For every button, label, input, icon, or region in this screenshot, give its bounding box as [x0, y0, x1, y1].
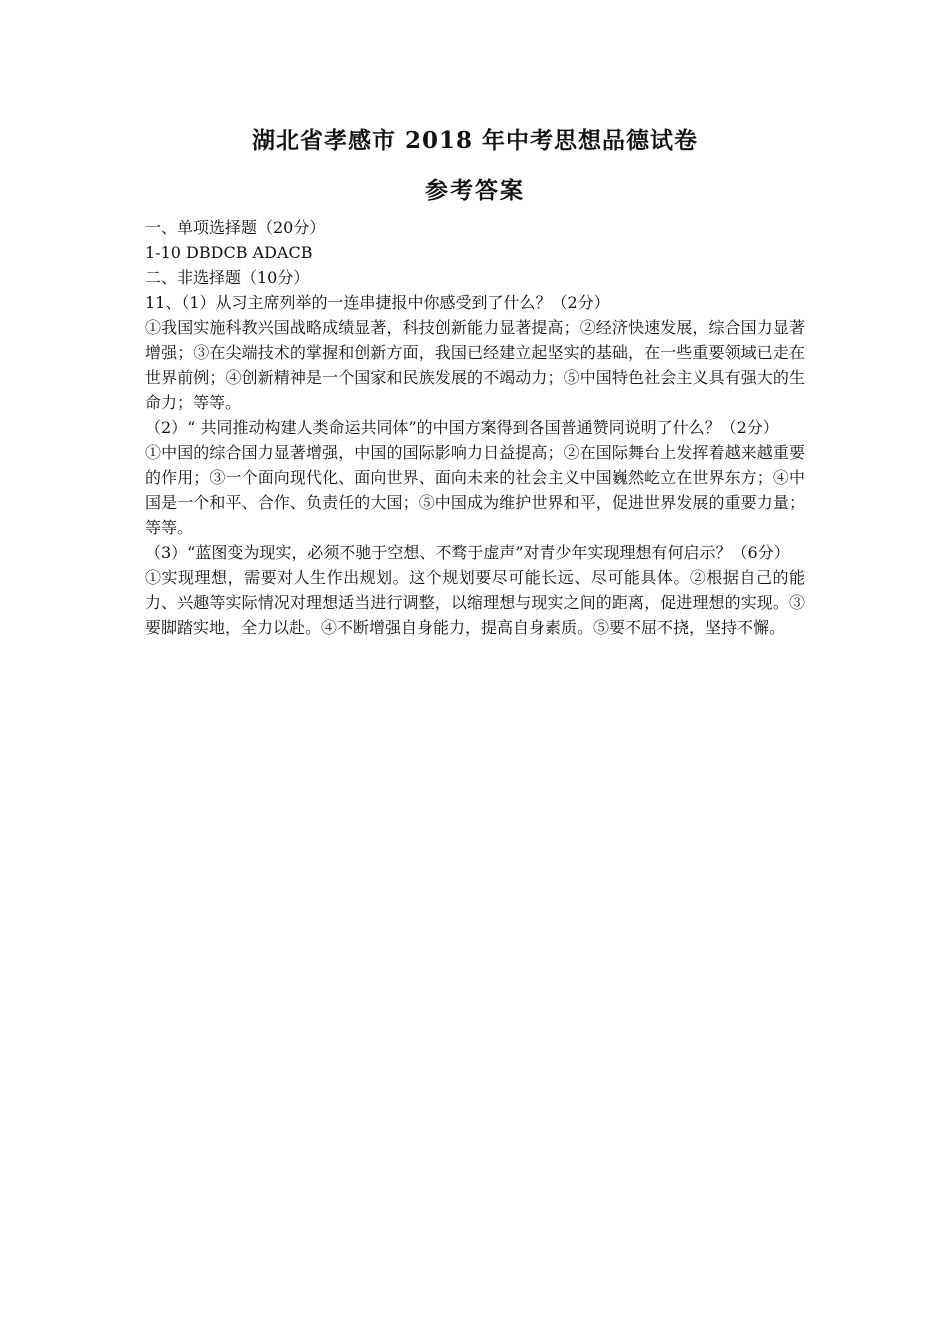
answer-11-part-1: ①我国实施科教兴国战略成绩显著，科技创新能力显著提高；②经济快速发展，综合国力显著增强；③在尖端技术的掌握和创新方面，我国已经建立起坚实的基础，在一些重要领域已走在世界前例；④创新精神是一个国家和民族发展的不竭动力；⑤中国特色社会主义具有强大的生命力；等等。: [145, 318, 805, 412]
answer-11-part-3: ①实现理想，需要对人生作出规划。这个规划要尽可能长远、尽可能具体。②根据自己的能力、兴趣等实际情况对理想适当进行调整，以缩理想与现实之间的距离，促进理想的实现。③要脚踏实地，全力以赴。④不断增强自身能力，提高自身素质。⑤要不屈不挠，坚持不懈。: [145, 568, 805, 637]
document-subtitle: 参考答案: [425, 177, 525, 204]
question-11-part-2: （2）“ 共同推动构建人类命运共同体”的中国方案得到各国普通赞同说明了什么？（2分）: [145, 418, 779, 437]
multiple-choice-answers: 1-10 DBDCB ADACB: [145, 243, 313, 262]
answer-content: [145, 215, 805, 640]
answer-11-part-2: ①中国的综合国力显著增强，中国的国际影响力日益提高；②在国际舞台上发挥着越来越重要的作用；③一个面向现代化、面向世界、面向未来的社会主义中国巍然屹立在世界东方；④中国是一个和平、合作、负责任的大国；⑤中国成为维护世界和平，促进世界发展的重要力量；等等。: [145, 443, 805, 537]
question-11-part-3: （3）“蓝图变为现实，必须不驰于空想、不骛于虚声”对青少年实现理想有何启示？（6分）: [145, 543, 790, 562]
document-title: 湖北省孝感市 2018 年中考思想品德试卷: [251, 127, 699, 154]
section-heading-non-choice: 二、非选择题（10分）: [145, 268, 310, 287]
section-heading-multiple-choice: 一、单项选择题（20分）: [145, 218, 326, 237]
question-11-part-1: 11、（1）从习主席列举的一连串捷报中你感受到了什么？（2分）: [145, 293, 610, 312]
